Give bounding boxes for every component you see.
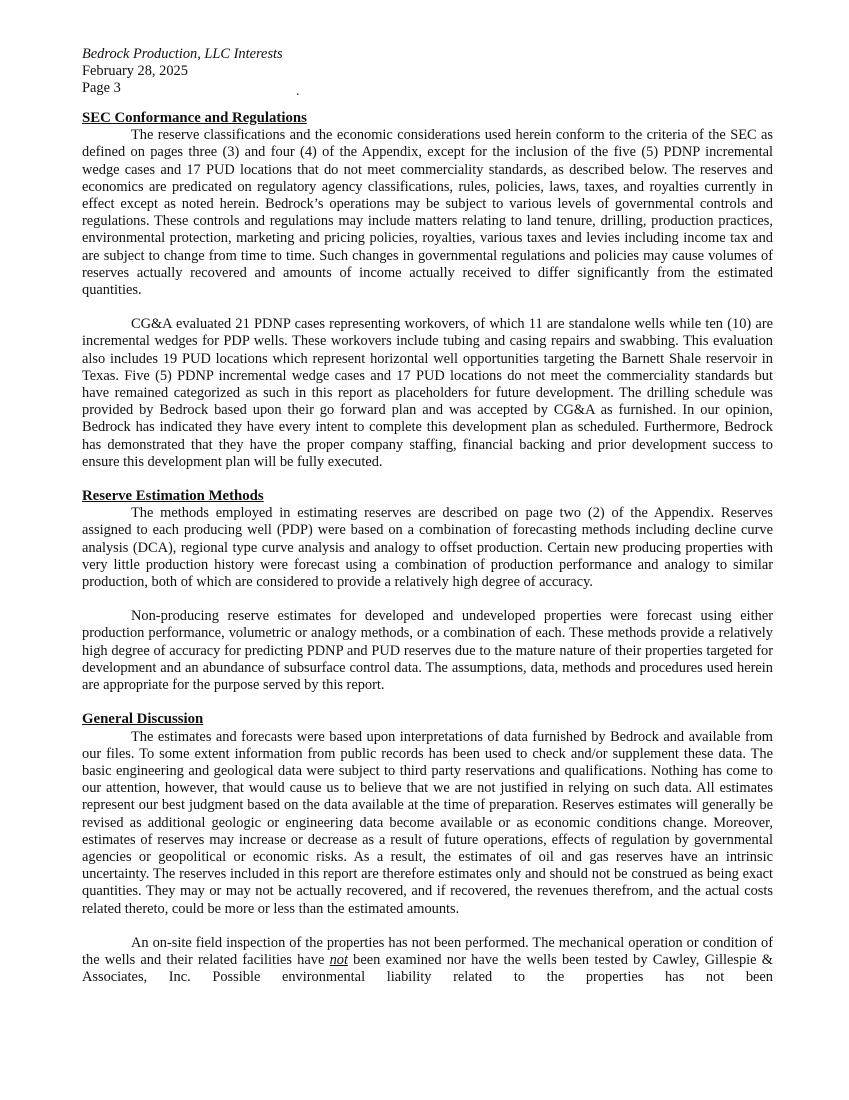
section-heading-reserve-estimation: Reserve Estimation Methods	[82, 488, 264, 505]
paragraph-sec-conformance-1: The reserve classifications and the economic considerations used herein conform to the criteria of the SEC as defined on pages three (3) and four (4) of the Appendix, except for the inclusion of the five (5) PDNP incremental wedge cases and 17 PUD locations that do not meet commerciality standards, as described below. The reserves and economics are predicated on regulatory agency classifications, rules, policies, laws, taxes, and royalties currently in effect except as noted herein. Bedrock’s operations may be subject to various levels of governmental controls and regulations. These controls and regulations may include matters relating to land tenure, drilling, production practices, environmental protection, marketing and pricing policies, royalties, various taxes and levies including income tax and are subject to change from time to time. Such changes in governmental regulations and policies may cause volumes of reserves actually recovered and amounts of income actually received to differ significantly from the estimated quantities.	[82, 127, 773, 299]
section-sec-conformance	[82, 110, 773, 471]
header-company-line: Bedrock Production, LLC Interests	[82, 46, 283, 62]
paragraph-sec-conformance-2: CG&A evaluated 21 PDNP cases representing workovers, of which 11 are standalone wells while ten (10) are incremental wedges for PDP wells. These workovers include tubing and casing repairs and swabbing. This evaluation also includes 19 PUD locations which represent horizontal well opportunities targeting the Barnett Shale reservoir in Texas. Five (5) PDNP incremental wedge cases and 17 PUD locations do not meet the commerciality standards but have remained categorized as such in this report as placeholders for future development. The drilling schedule was provided by Bedrock based upon their go forward plan and was accepted by CG&A as furnished. In our opinion, Bedrock has indicated they have every intent to complete this development plan as scheduled. Furthermore, Bedrock has demonstrated that they have the proper company staffing, financial backing and prior development success to ensure this development plan will be fully executed.	[82, 316, 773, 470]
section-heading-sec-conformance: SEC Conformance and Regulations	[82, 110, 307, 126]
closing-paragraph-emphasized-not: not	[329, 951, 348, 968]
header-date-line: February 28, 2025	[82, 63, 188, 79]
paragraph-reserve-estimation-1: The methods employed in estimating reserves are described on page two (2) of the Appendix. Reserves assigned to each producing well (PDP) were based on a combination of forecasting methods including decline curve analysis (DCA), regional type curve analysis and analogy to offset production. Certain new producing properties with very little production history were forecast using a combination of production performance and analogy to similar production, both of which are considered to provide a relatively high degree of accuracy.	[82, 505, 773, 591]
section-heading-general-discussion: General Discussion	[82, 711, 204, 728]
closing-paragraph-before: An on-site field inspection of the properties has not been performed. The mechanical operation or condition of the wells and their related facilities have	[82, 934, 773, 968]
paragraph-reserve-estimation-2: Non-producing reserve estimates for developed and undeveloped properties were forecast using either production performance, volumetric or analogy methods, or a combination of each. These methods provide a relatively high degree of accuracy for predicting PDNP and PUD reserves due to the mature nature of their properties targeted for development and an abundance of subsurface control data. The assumptions, data, methods and procedures used herein are appropriate for the purpose served by this report.	[82, 608, 773, 694]
closing-paragraph-after: been examined nor have the wells been tested by Cawley, Gillespie & Associates, Inc. Possible environmental liability related to the properties has not been	[82, 951, 773, 986]
paragraph-general-discussion-1: The estimates and forecasts were based upon interpretations of data furnished by Bedrock and available from our files. To some extent information from public records has been used to check and/or supplement these data. The basic engineering and geological data were subject to third party reservations and qualifications. Nothing has come to our attention, however, that would cause us to believe that we are not justified in relying on such data. All estimates represent our best judgment based on the data available at the time of preparation. Reserves estimates will generally be revised as additional geologic or engineering data become available or as economic conditions change. Moreover, estimates of reserves may increase or decrease as a result of future operations, effects of regulation by governmental agencies or geopolitical or economic risks. As a result, the estimates of oil and gas reserves have an intrinsic uncertainty. The reserves included in this report are therefore estimates only and should not be construed as being exact quantities. They may or may not be actually recovered, and if recovered, the revenues therefrom, and the actual costs related thereto, could be more or less than the estimated amounts.	[82, 728, 773, 917]
document-header	[82, 46, 773, 97]
paragraph-general-discussion-2	[82, 935, 773, 987]
stray-mark: .	[296, 84, 300, 99]
section-reserve-estimation	[82, 488, 773, 694]
header-page-number: Page 3	[82, 80, 121, 96]
section-general-discussion	[82, 711, 773, 986]
